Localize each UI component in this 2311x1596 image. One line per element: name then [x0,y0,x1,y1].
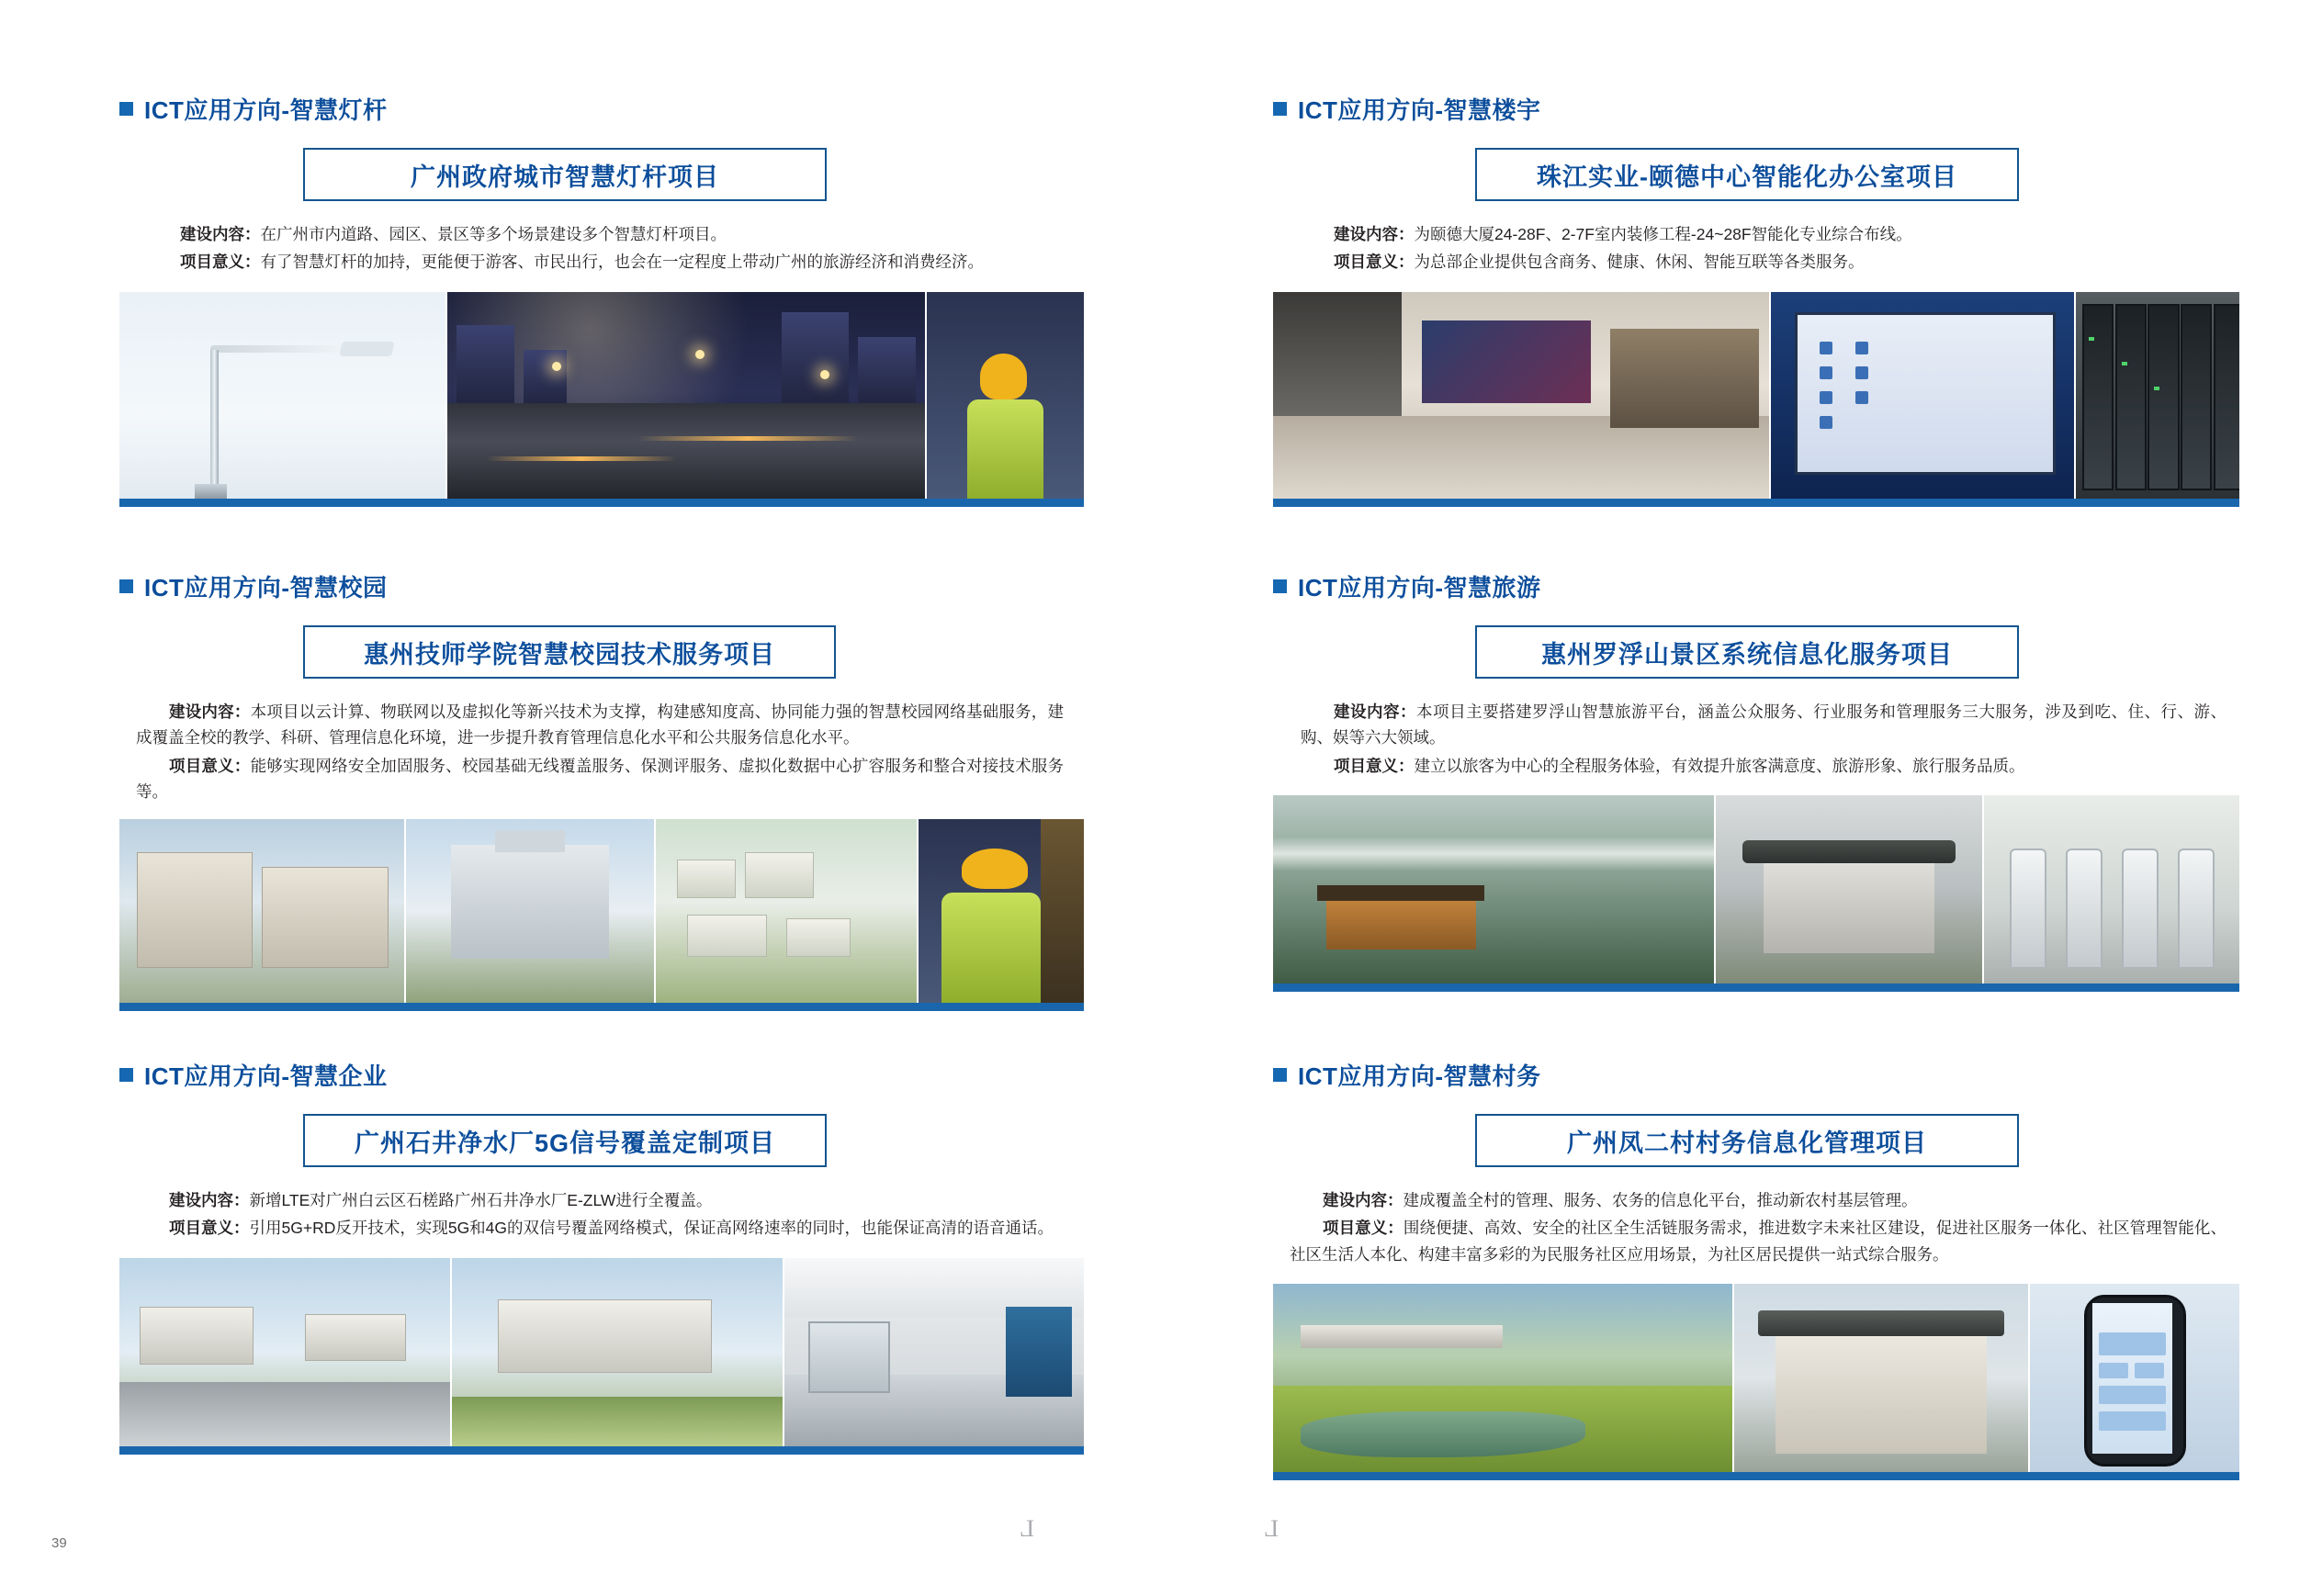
turnstile-shape [2066,849,2102,969]
photo-campus-aerial-plan [654,819,917,1003]
section-smart-campus [119,569,1084,1011]
phone-screen-shape [2092,1303,2172,1454]
screen-icon [1820,366,1832,379]
section-body [119,1187,1084,1242]
section-body [119,699,1084,804]
app-card-shape [2099,1386,2166,1405]
wall-display-shape [1422,320,1591,403]
content-label: 建设内容： [1323,1191,1404,1209]
section-title: ICT应用方向-智慧村务 [1298,1062,1541,1090]
bullet-icon [119,1068,133,1082]
section-heading-smart-village [1273,1058,2239,1092]
section-heading-smart-lamp [119,92,1084,126]
building-shape [262,867,389,968]
status-led [2122,362,2127,365]
meaning-label: 项目意义： [1334,253,1415,272]
server-rack-shape [2214,304,2239,490]
photo-strip-smart-enterprise [119,1258,1084,1455]
photo-server-room [2074,292,2239,499]
building-shape [677,860,736,898]
info-board-shape [1006,1307,1072,1397]
content-label: 建设内容： [169,1191,250,1209]
building-shape [495,830,565,852]
project-title: 惠州罗浮山景区系统信息化服务项目 [1541,640,1953,669]
project-title-box [1475,625,2019,679]
lamp-post-shape [210,350,219,499]
gateway-roof-shape [1742,840,1956,863]
content-paragraph [147,221,1064,247]
section-heading-smart-enterprise [119,1058,1084,1092]
bullet-icon [119,102,133,116]
server-rack-shape [2181,304,2212,490]
meaning-paragraph [1290,1215,2226,1267]
light-trail-shape [638,436,858,441]
gateway-shape [1764,848,1934,953]
meaning-text: 有了智慧灯杆的加持，更能便于游客、市民出行，也会在一定程度上带动广州的旅游经济和消费经济。 [260,253,984,272]
photo-network-engineer [917,819,1084,1003]
meaning-text: 建立以旅客为中心的全程服务体验，有效提升旅客满意度、旅游形象、旅行服务品质。 [1414,756,2025,775]
meaning-paragraph [1301,249,2219,275]
bullet-icon [1273,1068,1287,1082]
project-title-box [1475,1114,2019,1167]
section-heading-smart-building [1273,92,2239,126]
section-body [1273,1187,2239,1267]
project-title: 惠州技师学院智慧校园技术服务项目 [364,640,775,669]
road-shape [119,1382,450,1446]
streetlight-glow [695,350,705,359]
photo-scenic-gateway [1714,795,1982,983]
photo-plant-exterior [450,1258,783,1446]
project-title-box [303,1114,827,1167]
village-houses-shape [1301,1325,1503,1348]
screen-icon [1855,391,1868,404]
status-led [2089,337,2094,341]
turnstile-shape [2178,849,2215,969]
road-shape [447,403,925,499]
screen-icon [1820,342,1832,354]
cabinet-shape [1041,819,1084,1003]
meaning-paragraph [147,249,1064,275]
meaning-text: 为总部企业提供包含商务、健康、休闲、智能互联等各类服务。 [1414,253,1865,272]
pond-shape [1301,1411,1585,1456]
meaning-label: 项目意义： [1323,1219,1404,1238]
content-paragraph [136,699,1064,751]
photo-strip-smart-village [1273,1284,2239,1480]
section-heading-smart-campus [119,569,1084,603]
safety-vest-shape [941,893,1041,1003]
display-screen-shape [1795,312,2055,475]
content-text: 本项目主要搭建罗浮山智慧旅游平台，涵盖公众服务、行业服务和管理服务三大服务，涉及到吃、住、行、游、购、娱等六大领域。 [1301,702,2226,747]
photo-night-street [445,292,925,499]
content-label: 建设内容： [1334,225,1415,243]
bullet-icon [1273,579,1287,593]
lamp-arm-shape [210,345,357,353]
content-text: 本项目以云计算、物联网以及虚拟化等新兴技术为支撑，构建感知度高、协同能力强的智慧校园网络基础服务，建成覆盖全校的教学、科研、管理信息化环境，进一步提升教育管理信息化水平和公共服务信息化水平。 [136,702,1065,747]
status-led [2154,387,2159,390]
section-body [1273,699,2239,779]
light-trail-shape [486,456,677,461]
screen-icon [1820,416,1832,429]
door-shape [808,1321,890,1393]
streetlight-glow [820,370,829,379]
helmet-shape [980,354,1027,399]
photo-village-fields [1273,1284,1732,1472]
temple-shape [1326,894,1476,950]
meaning-paragraph [1301,753,2226,779]
photo-entry-turnstiles [1982,795,2239,983]
meaning-label: 项目意义： [1334,756,1415,775]
turnstile-shape [2122,849,2159,969]
app-card-shape [2099,1363,2128,1377]
bullet-icon [119,579,133,593]
content-paragraph [1301,699,2226,751]
building-shape [687,915,767,957]
section-body [1273,221,2239,275]
photo-office-lobby [1273,292,1769,499]
content-text: 建成覆盖全村的管理、服务、农务的信息化平台，推动新农村基层管理。 [1403,1191,1918,1209]
photo-campus-main-building [404,819,654,1003]
meaning-text: 能够实现网络安全加固服务、校园基础无线覆盖服务、保测评服务、虚拟化数据中心扩容服务和整合对接技术服务等。 [136,756,1065,802]
content-text: 在广州市内道路、园区、景区等多个场景建设多个智慧灯杆项目。 [260,225,727,243]
footer-mark-left: L [1020,1515,1034,1542]
screen-icon [1820,391,1832,404]
lamp-base-shape [195,484,228,499]
photo-plant-road [119,1258,450,1446]
road-shape [452,1397,783,1445]
photo-strip-smart-lamp [119,292,1084,507]
project-title: 广州政府城市智慧灯杆项目 [411,163,719,191]
safety-vest-shape [967,399,1043,499]
photo-strip-smart-building [1273,292,2239,507]
section-title: ICT应用方向-智慧楼宇 [1298,96,1541,124]
building-shape [498,1299,711,1373]
content-text: 新增LTE对广州白云区石槎路广州石井净水厂E-ZLW进行全覆盖。 [249,1191,713,1209]
app-card-shape [2099,1411,2166,1431]
photo-strip-smart-campus [119,819,1084,1011]
building-shape [305,1314,406,1361]
archway-roof-shape [1758,1310,2005,1337]
meaning-text: 引用5G+RD反开技术，实现5G和4G的双信号覆盖网络模式，保证高网络速率的同时，也能保证高清的语音通话。 [249,1219,1054,1238]
server-rack-shape [2082,304,2114,490]
section-smart-village [1273,1058,2239,1480]
photo-strip-smart-tourism [1273,795,2239,992]
mist-shape [1273,837,1714,871]
content-paragraph [1301,221,2219,247]
app-card-shape [2135,1363,2164,1377]
photo-village-app [2028,1284,2239,1472]
building-shape [858,337,915,408]
photo-smart-control-screen [1769,292,2074,499]
section-smart-building [1273,92,2239,507]
photo-smart-lamp-product [119,292,445,499]
bullet-icon [1273,102,1287,116]
project-title: 珠江实业-颐德中心智能化办公室项目 [1537,163,1957,191]
project-title-box [303,625,836,679]
building-shape [137,852,253,968]
section-body [119,221,1084,275]
section-title: ICT应用方向-智慧校园 [144,574,388,601]
footer-mark-right: L [1264,1515,1279,1542]
project-title-box [303,148,827,201]
section-title: ICT应用方向-智慧旅游 [1298,574,1541,601]
meaning-label: 项目意义： [180,253,261,272]
meaning-paragraph [136,753,1064,805]
photo-luofu-mountain [1273,795,1714,983]
content-label: 建设内容： [169,702,251,721]
page-number: 39 [51,1535,67,1551]
content-label: 建设内容： [180,225,261,243]
server-rack-shape [2115,304,2147,490]
project-title: 广州石井净水厂5G信号覆盖定制项目 [354,1129,776,1157]
helmet-shape [962,849,1028,889]
section-smart-tourism [1273,569,2239,992]
section-heading-smart-tourism [1273,569,2239,603]
content-text: 为颐德大厦24-28F、2-7F室内装修工程-24~28F智能化专业综合布线。 [1414,225,1912,243]
meaning-paragraph [136,1215,1064,1241]
photo-campus-dormitory [119,819,404,1003]
building-shape [140,1307,254,1366]
section-title: ICT应用方向-智慧企业 [144,1062,388,1090]
meaning-label: 项目意义： [169,756,251,775]
screen-icon [1855,342,1868,354]
content-label: 建设内容： [1334,702,1417,721]
screen-icon [1855,366,1868,379]
project-title-box [1475,148,2019,201]
temple-roof-shape [1317,885,1484,900]
content-paragraph [1290,1187,2226,1213]
turnstile-shape [2010,849,2046,969]
floor-shape [1273,416,1769,499]
meaning-text: 围绕便捷、高效、安全的社区全生活链服务需求，推进数字未来社区建设，促进社区服务一体化、社区管理智能化、社区生活人本化、构建丰富多彩的为民服务社区应用场景，为社区居民提供一站式综合服务。 [1290,1219,2227,1264]
reception-desk-shape [1610,329,1759,428]
building-shape [451,845,610,959]
project-title: 广州凤二村村务信息化管理项目 [1567,1129,1927,1157]
building-shape [782,312,849,408]
wall-shape [1273,292,1402,421]
section-smart-enterprise [119,1058,1084,1455]
photo-plant-corridor [783,1258,1084,1446]
photo-field-worker [925,292,1084,499]
meaning-label: 项目意义： [169,1219,250,1238]
section-smart-lamp [119,92,1084,507]
section-title: ICT应用方向-智慧灯杆 [144,96,388,124]
server-rack-shape [2148,304,2179,490]
photo-village-archway [1732,1284,2028,1472]
archway-shape [1776,1321,1987,1454]
building-shape [786,918,851,957]
building-shape [457,325,513,408]
app-card-shape [2099,1332,2166,1355]
right-page [1247,0,2311,1596]
lamp-head-shape [340,342,395,356]
content-paragraph [136,1187,1064,1213]
building-shape [524,350,567,408]
building-shape [745,852,815,898]
